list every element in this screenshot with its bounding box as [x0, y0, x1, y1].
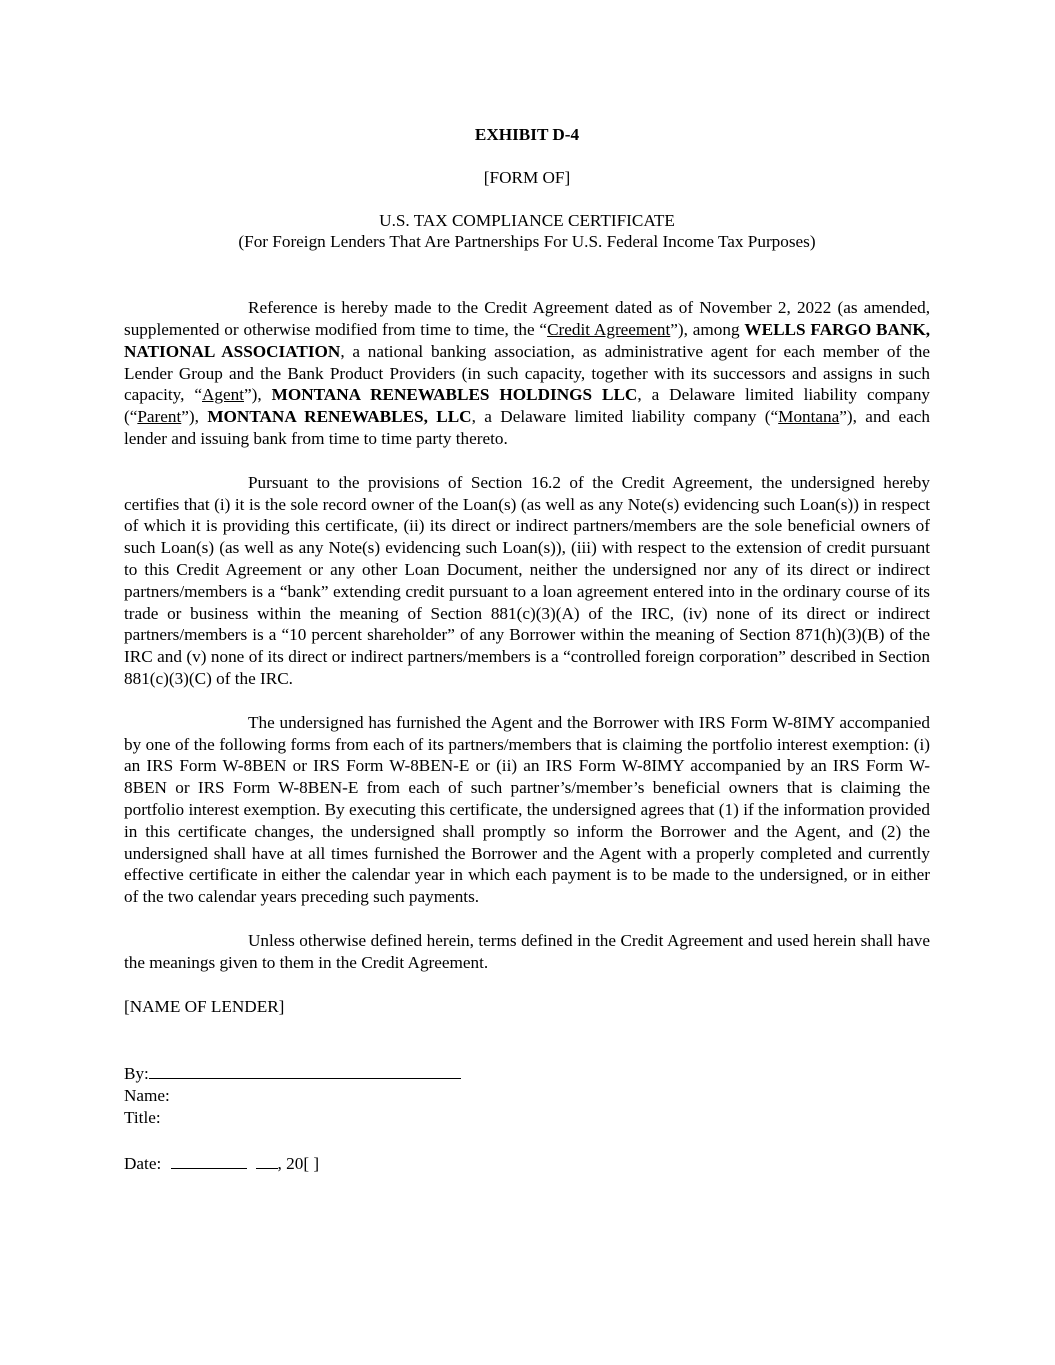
title-label: Title:: [124, 1107, 161, 1127]
defined-term-parent: Parent: [137, 407, 182, 427]
paragraph-definitions: Unless otherwise defined herein, terms defined in the Credit Agreement and used herein shall have the meanings given to them in the Credit Agreement.: [124, 930, 930, 972]
name-label: Name:: [124, 1086, 170, 1106]
party-wells-fargo: WELLS FARGO BANK, NATIONAL ASSOCIATION: [124, 319, 930, 361]
date-day-blank[interactable]: [256, 1151, 278, 1169]
defined-term-credit-agreement: Credit Agreement: [547, 319, 671, 339]
signature-line[interactable]: [149, 1061, 461, 1079]
paragraph-reference: Reference is hereby made to the Credit Agreement dated as of November 2, 2022 (as amended, supplemented or otherwise modified from time to time, the “Credit Agreement”), among WELLS FARGO BANK, NATIONAL ASSOCIATION, a national banking association, as administrative agent for each member of the Lender Group and the Bank Product Providers (in such capacity, together with its successors and assigns in such capacity, “Agent”), MONTANA RENEWABLES HOLDINGS LLC, a Delaware limited liability company (“Parent”), MONTANA RENEWABLES, LLC, a Delaware limited liability company (“Montana”), and each lender and issuing bank from time to time party thereto.: [124, 298, 931, 448]
certificate-subtitle: (For Foreign Lenders That Are Partnerships For U.S. Federal Income Tax Purposes): [238, 232, 816, 252]
party-montana-llc: MONTANA RENEWABLES, LLC: [207, 407, 472, 427]
exhibit-heading: EXHIBIT D-4: [474, 125, 580, 144]
by-line: By:: [124, 1061, 930, 1085]
party-montana-holdings: MONTANA RENEWABLES HOLDINGS LLC: [271, 385, 638, 405]
form-of-label: [FORM OF]: [483, 167, 571, 187]
paragraph-forms: The undersigned has furnished the Agent and the Borrower with IRS Form W-8IMY accompanied by one of the following forms from each of its partners/members that is claiming the portfolio interest exemption: (i) an IRS Form W-8BEN or IRS Form W-8BEN-E or (ii) an IRS Form W-8IMY accompanied by an IRS Form W-8BEN or IRS Form W-8BEN-E from each of such partner’s/member’s beneficial owners that is claiming the portfolio interest exemption. By executing this certificate, the undersigned agrees that (1) if the information provided in this certificate changes, the undersigned shall promptly so inform the Borrower and the Agent, and (2) the undersigned shall have at all times furnished the Borrower and the Agent with a properly completed and currently effective certificate in either the calendar year in which each payment is to be made to the undersigned, or in either of the two calendar years preceding such payments.: [124, 712, 930, 907]
defined-term-agent: Agent: [202, 385, 245, 405]
paragraph-certification: Pursuant to the provisions of Section 16.2 of the Credit Agreement, the undersigned hereby certifies that (i) it is the sole record owner of the Loan(s) (as well as any Note(s) evidencing such Loan(s)) in respect of which it is providing this certificate, (ii) its direct or indirect partners/members are the sole beneficial owners of such Loan(s) (as well as any Note(s) evidencing such Loan(s)), (iii) with respect to the extension of credit pursuant to this Credit Agreement or any other Loan Document, neither the undersigned nor any of its direct or indirect partners/members is a “bank” extending credit pursuant to a loan agreement entered into in the ordinary course of its trade or business within the meaning of Section 881(c)(3)(A) of the IRC, (iv) none of its direct or indirect partners/members is a “10 percent shareholder” of any Borrower within the meaning of Section 871(h)(3)(B) of the IRC and (v) none of its direct or indirect partners/members is a “controlled foreign corporation” described in Section 881(c)(3)(C) of the IRC.: [124, 472, 930, 688]
certificate-title: U.S. TAX COMPLIANCE CERTIFICATE: [379, 210, 675, 230]
date-month-blank[interactable]: [171, 1151, 247, 1169]
lender-name-placeholder: [NAME OF LENDER]: [124, 996, 285, 1016]
defined-term-montana: Montana: [778, 407, 840, 427]
document-page: [124, 124, 930, 1174]
date-line: Date: , 20[ ]: [124, 1151, 930, 1175]
signature-block: [124, 1061, 930, 1128]
